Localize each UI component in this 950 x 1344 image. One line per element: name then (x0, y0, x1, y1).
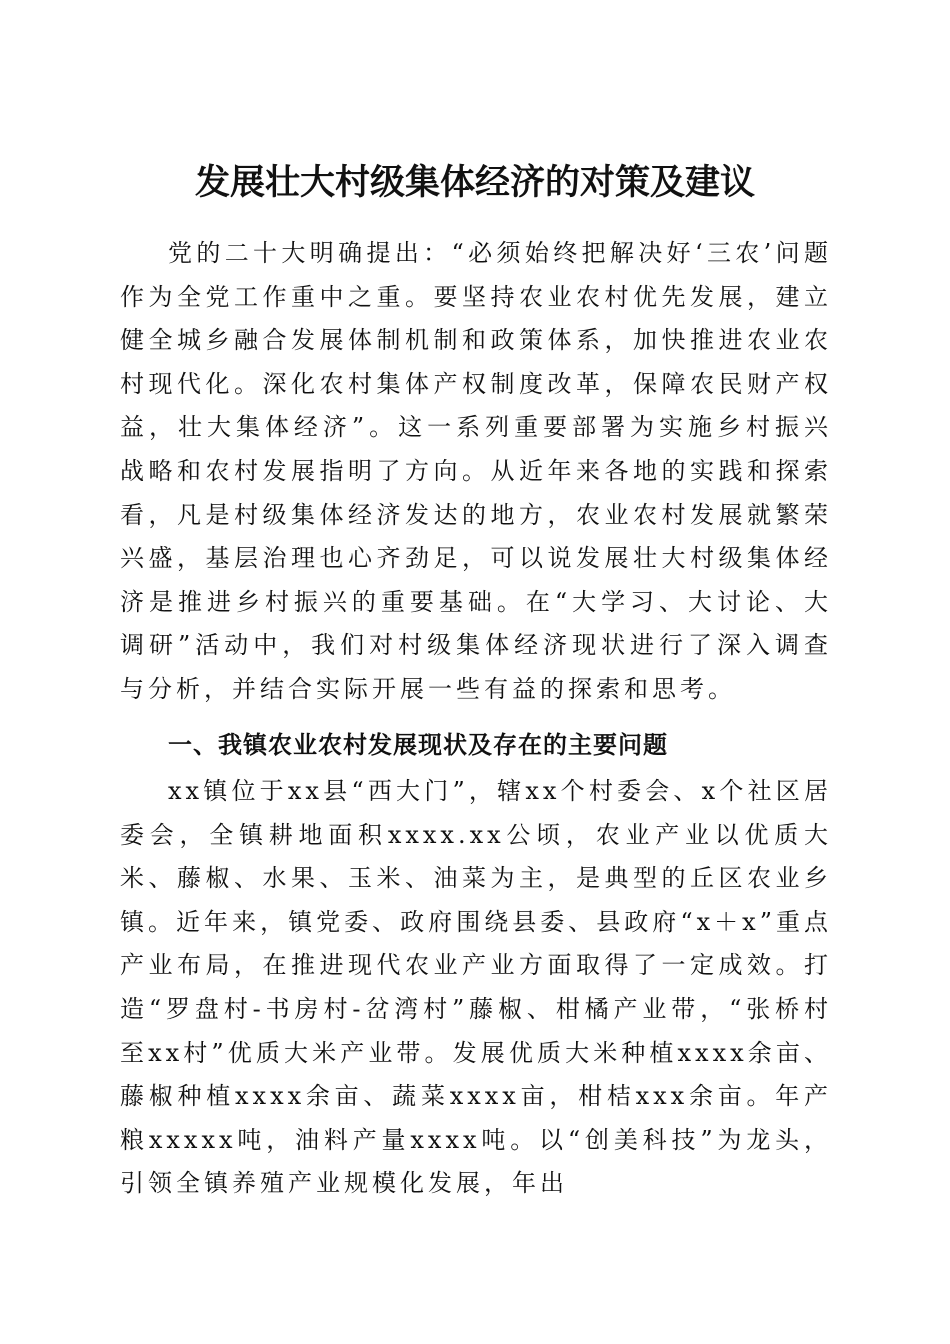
section-heading: 一、我镇农业农村发展现状及存在的主要问题 (168, 731, 668, 759)
section-paragraph: xx镇位于xx县“西大门”，辖xx个村委会、x个社区居委会，全镇耕地面积xxxx.xx公顷，农业产业以优质大米、藤椒、水果、玉米、油菜为主，是典型的丘区农业乡镇。近年来，镇党委、政府围绕县委、县政府“x＋x”重点产业布局，在推进现代农业产业方面取得了一定成效。打造“罗盘村-书房村-岔湾村”藤椒、柑橘产业带，“张桥村至xx村”优质大米产业带。发展优质大米种植xxxx余亩、藤椒种植xxxx余亩、蔬菜xxxx亩，柑桔xxx余亩。年产粮xxxxx吨，油料产量xxxx吨。以“创美科技”为龙头，引领全镇养殖产业规模化发展，年出 (120, 777, 832, 1198)
intro-paragraph: 党的二十大明确提出：“必须始终把解决好‘三农’问题作为全党工作重中之重。要坚持农业农村优先发展，建立健全城乡融合发展体制机制和政策体系，加快推进农业农村现代化。深化农村集体产权制度改革，保障农民财产权益，壮大集体经济”。这一系列重要部署为实施乡村振兴战略和农村发展指明了方向。从近年来各地的实践和探索看，凡是村级集体经济发达的地方，农业农村发展就繁荣兴盛，基层治理也心齐劲足，可以说发展壮大村级集体经济是推进乡村振兴的重要基础。在“大学习、大讨论、大调研”活动中，我们对村级集体经济现状进行了深入调查与分析，并结合实际开展一些有益的探索和思考。 (120, 239, 832, 703)
document-title: 发展壮大村级集体经济的对策及建议 (194, 162, 755, 204)
